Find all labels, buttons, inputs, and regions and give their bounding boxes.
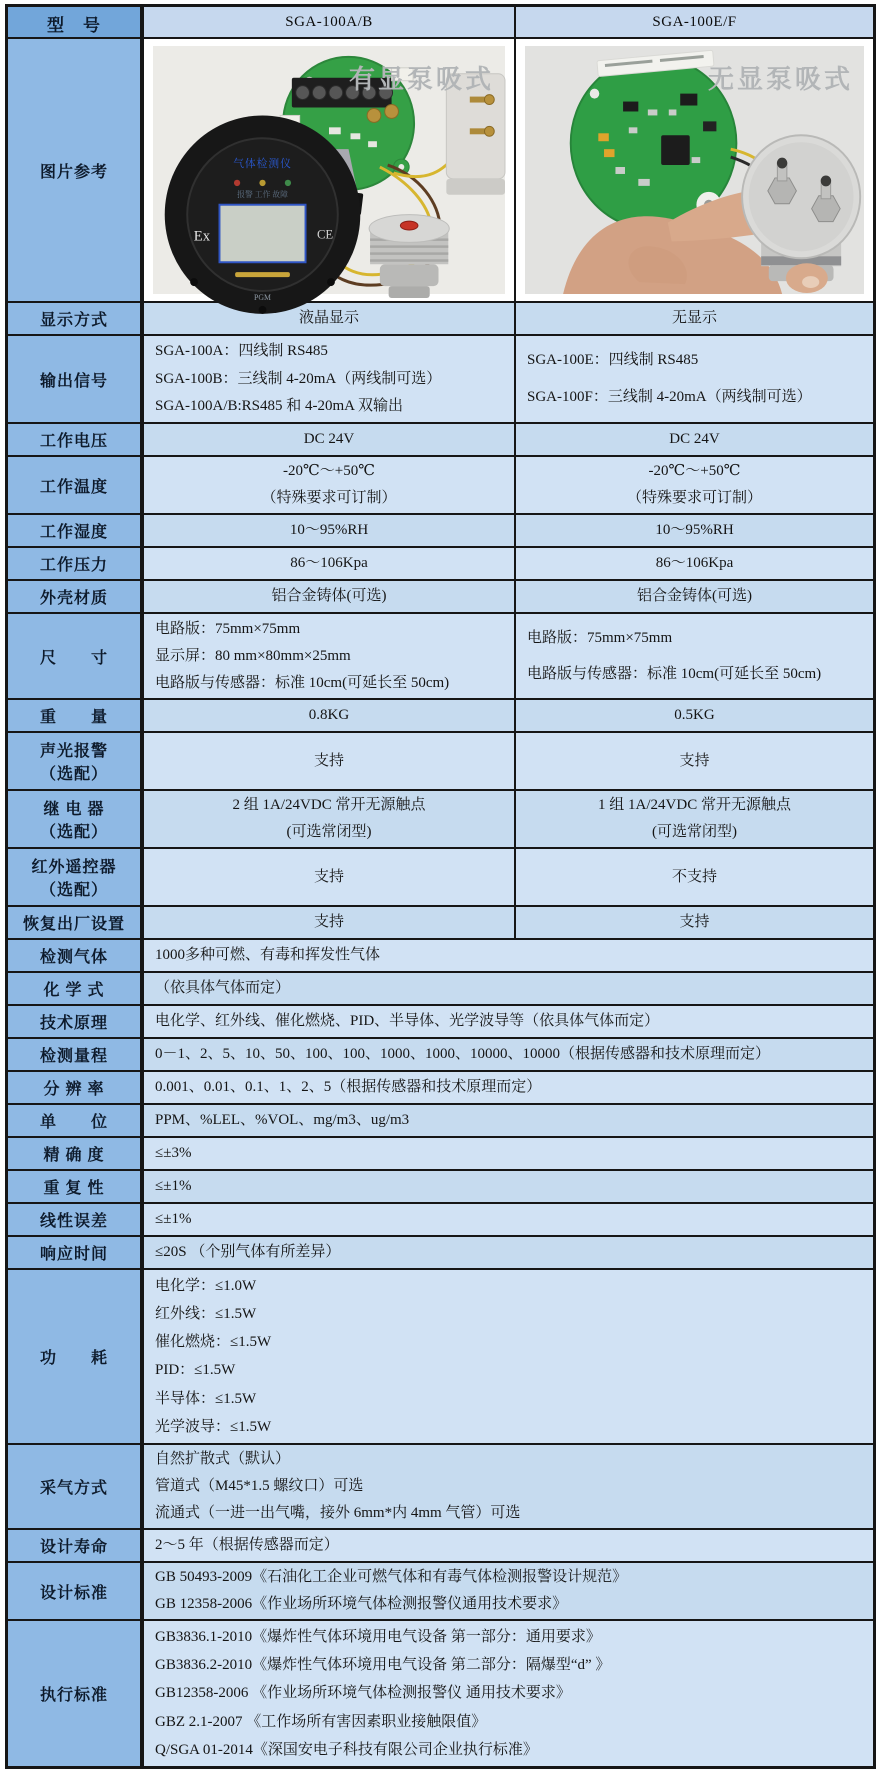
row-label-text: 工作压力 <box>39 557 108 574</box>
cell-text: 电化学、红外线、催化燃烧、PID、半导体、光学波导等（依具体气体而定） <box>155 1013 660 1030</box>
table-row <box>8 1621 873 1766</box>
pgm-mark-text: PGM <box>254 292 271 302</box>
cell-text: SGA-100E：四线制 RS485 <box>527 352 699 369</box>
cell-text: 电路版与传感器：标准 10cm(可延长至 50cm) <box>527 665 822 682</box>
cell-text: （依具体气体而定） <box>155 980 291 997</box>
cell-model-left <box>144 733 516 789</box>
cell-span <box>144 1445 873 1528</box>
row-label <box>8 1039 144 1070</box>
cell-model-left <box>144 515 516 546</box>
cell-text: 支持 <box>313 914 344 931</box>
table-row <box>8 424 873 457</box>
header-model-left <box>144 7 516 37</box>
row-label <box>8 700 144 731</box>
model-right-text: SGA-100E/F <box>652 13 737 30</box>
row-label <box>8 973 144 1004</box>
cell-text: 0.8KG <box>308 707 350 724</box>
row-label <box>8 548 144 579</box>
row-label <box>8 907 144 938</box>
table-row <box>8 907 873 940</box>
cell-model-right <box>516 336 873 422</box>
row-label-text: 重 复 性 <box>43 1180 105 1197</box>
row-label <box>8 1138 144 1169</box>
row-label-text: 化 学 式 <box>43 982 105 999</box>
row-label <box>8 1445 144 1528</box>
cell-text: 10～95%RH <box>655 522 734 539</box>
cell-model-right <box>516 457 873 513</box>
row-label <box>8 1237 144 1268</box>
cell-span <box>144 1270 873 1443</box>
cell-text: 0－1、2、5、10、50、100、100、1000、1000、10000、10000（根据传感器和技术原理而定） <box>155 1046 771 1063</box>
table-row <box>8 303 873 336</box>
cell-text: 10～95%RH <box>289 522 369 539</box>
table-row <box>8 581 873 614</box>
table-row <box>8 1204 873 1237</box>
cell-model-left <box>144 424 516 455</box>
cell-text: ≤20S （个别气体有所差异） <box>155 1244 341 1261</box>
row-label-text: 线性误差 <box>39 1213 108 1230</box>
cell-text: GB 50493-2009《石油化工企业可燃气体和有毒气体检测报警设计规范》 <box>155 1569 628 1586</box>
cell-text: (可选常闭型) <box>652 824 737 841</box>
row-label <box>8 515 144 546</box>
cell-model-right <box>516 733 873 789</box>
cell-text: （特殊要求可订制） <box>261 490 397 507</box>
row-label <box>8 1105 144 1136</box>
device-title-text: 气体检测仪 <box>233 157 292 171</box>
cell-span <box>144 1204 873 1235</box>
table-row <box>8 1237 873 1270</box>
cell-text: （特殊要求可订制） <box>626 490 762 507</box>
row-label <box>8 1621 144 1766</box>
cell-model-right <box>516 849 873 905</box>
table-row <box>8 1039 873 1072</box>
row-label <box>8 1006 144 1037</box>
cell-text: 不支持 <box>671 868 717 885</box>
table-row <box>8 791 873 849</box>
ex-mark-text: Ex <box>193 228 211 245</box>
row-label <box>8 581 144 612</box>
cell-text: 自然扩散式（默认） <box>155 1451 291 1468</box>
table-row <box>8 849 873 907</box>
cell-span <box>144 1171 873 1202</box>
model-left-text: SGA-100A/B <box>285 13 373 30</box>
cell-span <box>144 973 873 1004</box>
cell-model-left <box>144 849 516 905</box>
table-row <box>8 1445 873 1530</box>
cell-text: 1000多种可燃、有毒和挥发性气体 <box>155 947 381 964</box>
cell-text: ≤±3% <box>155 1145 192 1162</box>
cell-text: 电路版与传感器：标准 10cm(可延长至 50cm) <box>155 674 450 691</box>
cell-text: 86～106Kpa <box>290 555 368 572</box>
cell-text: GB3836.1-2010《爆炸性气体环境用电气设备 第一部分：通用要求》 <box>155 1628 601 1645</box>
lcd-screen-icon <box>219 205 305 263</box>
table-row <box>8 1563 873 1621</box>
image-reference-row <box>8 39 873 303</box>
cell-text: 1 组 1A/24VDC 常开无源触点 <box>598 797 791 814</box>
spec-table <box>5 4 876 1769</box>
row-label-text: 红外遥控器 <box>31 858 117 876</box>
table-row <box>8 1006 873 1039</box>
detector-device-icon <box>165 115 361 313</box>
cell-text: SGA-100A/B:RS485 和 4-20mA 双输出 <box>155 398 403 415</box>
image-row-label-text: 图片参考 <box>39 163 108 181</box>
watermark-right: 无显泵吸式 <box>707 65 853 94</box>
cell-text: GBZ 2.1-2007 《工作场所有害因素职业接触限值》 <box>155 1713 487 1730</box>
table-row <box>8 700 873 733</box>
cell-text: 支持 <box>679 914 710 931</box>
cell-text: GB3836.2-2010《爆炸性气体环境用电气设备 第二部分：隔爆型“d” 》 <box>155 1657 611 1673</box>
row-label-text: 工作温度 <box>39 478 108 496</box>
cell-span <box>144 1006 873 1037</box>
row-label <box>8 1204 144 1235</box>
row-label-text: 执行标准 <box>39 1687 108 1704</box>
cell-span <box>144 1621 873 1766</box>
row-label-text: 显示方式 <box>39 312 108 329</box>
cell-span <box>144 1237 873 1268</box>
header-model-right <box>516 7 873 37</box>
table-row <box>8 940 873 973</box>
row-label <box>8 1270 144 1443</box>
cell-text: GB12358-2006 《作业场所环境气体检测报警仪 通用技术要求》 <box>155 1685 571 1702</box>
cell-text: Q/SGA 01-2014《深国安电子科技有限公司企业执行标准》 <box>155 1741 538 1758</box>
image-row-label <box>8 39 144 301</box>
cell-text: ≤±1% <box>155 1211 192 1228</box>
cell-text: 流通式（一进一出气嘴，接外 6mm*内 4mm 气管）可选 <box>155 1505 521 1522</box>
cell-model-right <box>516 303 873 334</box>
cell-text: 86～106Kpa <box>655 555 734 572</box>
cell-span <box>144 1072 873 1103</box>
row-label <box>8 1563 144 1619</box>
cell-text: SGA-100A：四线制 RS485 <box>155 343 328 360</box>
header-model-label <box>8 7 144 37</box>
cell-text: 电路版：75mm×75mm <box>155 620 301 637</box>
cell-text: 电路版：75mm×75mm <box>527 629 673 646</box>
row-label-text: 继 电 器 <box>43 800 105 818</box>
cell-text: 0.001、0.01、0.1、1、2、5（根据传感器和技术原理而定） <box>155 1079 542 1096</box>
photo-sga100ef <box>516 39 873 301</box>
cell-span <box>144 1530 873 1561</box>
cell-span <box>144 940 873 971</box>
cell-text: 铝合金铸体(可选) <box>271 588 387 605</box>
row-label <box>8 791 144 847</box>
row-label-text: 设计寿命 <box>39 1539 108 1556</box>
cell-model-left <box>144 700 516 731</box>
row-label-text: （选配） <box>39 766 108 784</box>
table-row <box>8 1072 873 1105</box>
row-label-text: 工作电压 <box>39 433 108 450</box>
led-labels-text: 报警 工作 故障 <box>237 189 288 199</box>
cell-model-right <box>516 907 873 938</box>
table-row <box>8 973 873 1006</box>
cell-text: PPM、%LEL、%VOL、mg/m3、ug/m3 <box>155 1112 410 1129</box>
cell-text: SGA-100F：三线制 4-20mA（两线制可选） <box>527 389 812 406</box>
cell-span <box>144 1105 873 1136</box>
cell-text: 无显示 <box>671 310 717 327</box>
cell-text: 红外线：≤1.5W <box>155 1305 257 1322</box>
table-row <box>8 457 873 515</box>
table-row <box>8 733 873 791</box>
row-label <box>8 336 144 422</box>
row-label-text: 精 确 度 <box>43 1147 105 1164</box>
product-photo-right <box>525 46 864 294</box>
row-label <box>8 303 144 334</box>
cell-text: 电化学：≤1.0W <box>155 1277 257 1294</box>
table-row <box>8 1138 873 1171</box>
cell-text: 支持 <box>313 868 344 885</box>
cell-text: ≤±1% <box>155 1178 192 1195</box>
cell-text: 2～5 年（根据传感器而定） <box>155 1537 339 1554</box>
row-label-text: （选配） <box>39 882 108 900</box>
watermark-left: 有显泵吸式 <box>348 65 494 94</box>
cell-text: 2 组 1A/24VDC 常开无源触点 <box>232 797 426 814</box>
row-label-text: 单 位 <box>39 1114 108 1131</box>
cell-model-left <box>144 907 516 938</box>
row-label <box>8 1171 144 1202</box>
row-label <box>8 614 144 698</box>
row-label-text: 设计标准 <box>39 1584 108 1602</box>
row-label-text: （选配） <box>39 824 108 842</box>
cell-text: PID：≤1.5W <box>155 1362 236 1379</box>
cell-model-left <box>144 581 516 612</box>
table-row <box>8 1171 873 1204</box>
row-label-text: 工作湿度 <box>39 524 108 541</box>
cell-text: 铝合金铸体(可选) <box>637 588 752 605</box>
table-row <box>8 1530 873 1563</box>
cell-model-right <box>516 424 873 455</box>
cell-text: 光学波导：≤1.5W <box>155 1418 272 1435</box>
cell-text: DC 24V <box>303 431 355 448</box>
row-label <box>8 424 144 455</box>
ce-mark-text: CE <box>316 227 334 242</box>
cell-text: 支持 <box>313 752 344 769</box>
row-label <box>8 849 144 905</box>
photo-sga100ab <box>144 39 516 301</box>
product-photo-left <box>153 46 505 302</box>
row-label-text: 尺 寸 <box>39 649 108 667</box>
row-label-text: 重 量 <box>39 709 108 726</box>
row-label-text: 采气方式 <box>39 1480 108 1497</box>
row-label-text: 功 耗 <box>39 1350 108 1367</box>
cell-model-right <box>516 614 873 698</box>
header-model-label-text: 型 号 <box>47 16 101 35</box>
cell-text: GB 12358-2006《作业场所环境气体检测报警仪通用技术要求》 <box>155 1596 568 1613</box>
cell-model-left <box>144 791 516 847</box>
row-label-text: 分 辨 率 <box>43 1081 105 1098</box>
fingernail-icon <box>802 276 819 288</box>
row-label <box>8 1530 144 1561</box>
row-label-text: 恢复出厂设置 <box>22 916 125 933</box>
table-row <box>8 336 873 424</box>
cell-text: 支持 <box>679 752 710 769</box>
cell-text: DC 24V <box>669 431 720 448</box>
row-label-text: 外壳材质 <box>39 590 108 607</box>
cell-text: 液晶显示 <box>298 310 359 327</box>
cell-model-left <box>144 336 516 422</box>
cell-text: 催化燃烧：≤1.5W <box>155 1334 272 1351</box>
cell-model-left <box>144 548 516 579</box>
row-label <box>8 733 144 789</box>
cell-text: 半导体：≤1.5W <box>155 1390 257 1407</box>
table-header-row <box>8 7 873 39</box>
cell-text: -20℃～+50℃ <box>648 463 741 480</box>
table-row <box>8 548 873 581</box>
cell-model-left <box>144 457 516 513</box>
cell-model-right <box>516 548 873 579</box>
table-row <box>8 1105 873 1138</box>
row-label-text: 检测气体 <box>39 949 108 966</box>
row-label-text: 技术原理 <box>39 1015 108 1032</box>
cell-text: 0.5KG <box>674 707 715 724</box>
cell-span <box>144 1039 873 1070</box>
cell-model-right <box>516 581 873 612</box>
row-label-text: 响应时间 <box>39 1246 108 1263</box>
cell-text: 管道式（M45*1.5 螺纹口）可选 <box>155 1478 364 1495</box>
table-row <box>8 1270 873 1445</box>
cell-span <box>144 1138 873 1169</box>
row-label-text: 检测量程 <box>39 1048 108 1065</box>
row-label-text: 输出信号 <box>39 372 108 390</box>
spec-rows <box>8 303 873 1766</box>
cell-model-right <box>516 515 873 546</box>
table-row <box>8 614 873 700</box>
cell-model-left <box>144 303 516 334</box>
table-row <box>8 515 873 548</box>
row-label <box>8 1072 144 1103</box>
cell-text: -20℃～+50℃ <box>282 463 375 480</box>
cell-text: 显示屏：80 mm×80mm×25mm <box>155 647 351 664</box>
cell-text: SGA-100B：三线制 4-20mA（两线制可选） <box>155 370 442 387</box>
row-label <box>8 457 144 513</box>
cell-model-left <box>144 614 516 698</box>
cell-span <box>144 1563 873 1619</box>
cell-model-right <box>516 700 873 731</box>
cell-text: (可选常闭型) <box>286 824 372 841</box>
row-label-text: 声光报警 <box>39 742 108 760</box>
row-label <box>8 940 144 971</box>
cell-model-right <box>516 791 873 847</box>
pump-cylinder-icon <box>446 74 505 195</box>
